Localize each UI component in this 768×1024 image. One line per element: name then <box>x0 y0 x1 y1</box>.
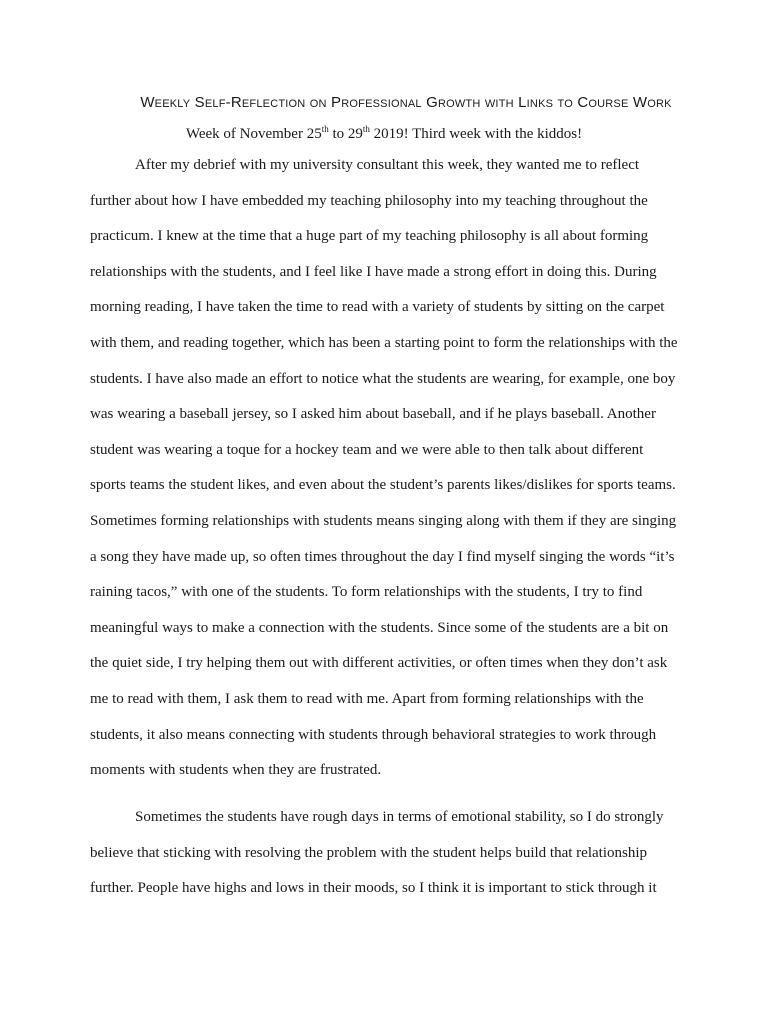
subtitle-prefix: Week of November 25 <box>185 126 322 142</box>
subtitle-suffix: 2019! Third week with the kiddos! <box>369 126 583 142</box>
document-subtitle <box>0 126 768 143</box>
document-title: Weekly Self-Reflection on Professional Growth with Links to Course Work <box>140 94 672 111</box>
body-paragraph-2: Sometimes the students have rough days in terms of emotional stability, so I do strongly believe that sticking with resolving the problem with the student helps build that relationship further. People have highs and lows in their moods, so I think it is important to stick through it <box>90 809 664 897</box>
subtitle-middle: to 29 <box>328 126 363 142</box>
body-paragraph-1: After my debrief with my university consultant this week, they wanted me to reflect further about how I have embedded my teaching philosophy into my teaching throughout the practicum. I knew at the time that a huge part of my teaching philosophy is all about forming relationships with the students, and I feel like I have made a strong effort in doing this. During morning reading, I have taken the time to read with a variety of students by sitting on the carpet with them, and reading together, which has been a starting point to form the relationships with the students. I have also made an effort to notice what the students are wearing, for example, one boy was wearing a baseball jersey, so I asked him about baseball, and if he plays baseball. Another student was wearing a toque for a hockey team and we were able to then talk about different sports teams the student likes, and even about the student’s parents likes/dislikes for sports teams. Sometimes forming relationships with students means singing along with them if they are singing a song they have made up, so often times throughout the day I find myself singing the words “it’s raining tacos,” with one of the students. To form relationships with the students, I try to find meaningful ways to make a connection with the students. Since some of the students are a bit on the quiet side, I try helping them out with different activities, or often times when they don’t ask me to read with them, I ask them to read with me. Apart from forming relationships with the students, it also means connecting with students through behavioral strategies to work through moments with students when they are frustrated. <box>90 157 678 779</box>
subtitle-sup-1: th <box>321 124 329 134</box>
subtitle-sup-2: th <box>362 124 370 134</box>
